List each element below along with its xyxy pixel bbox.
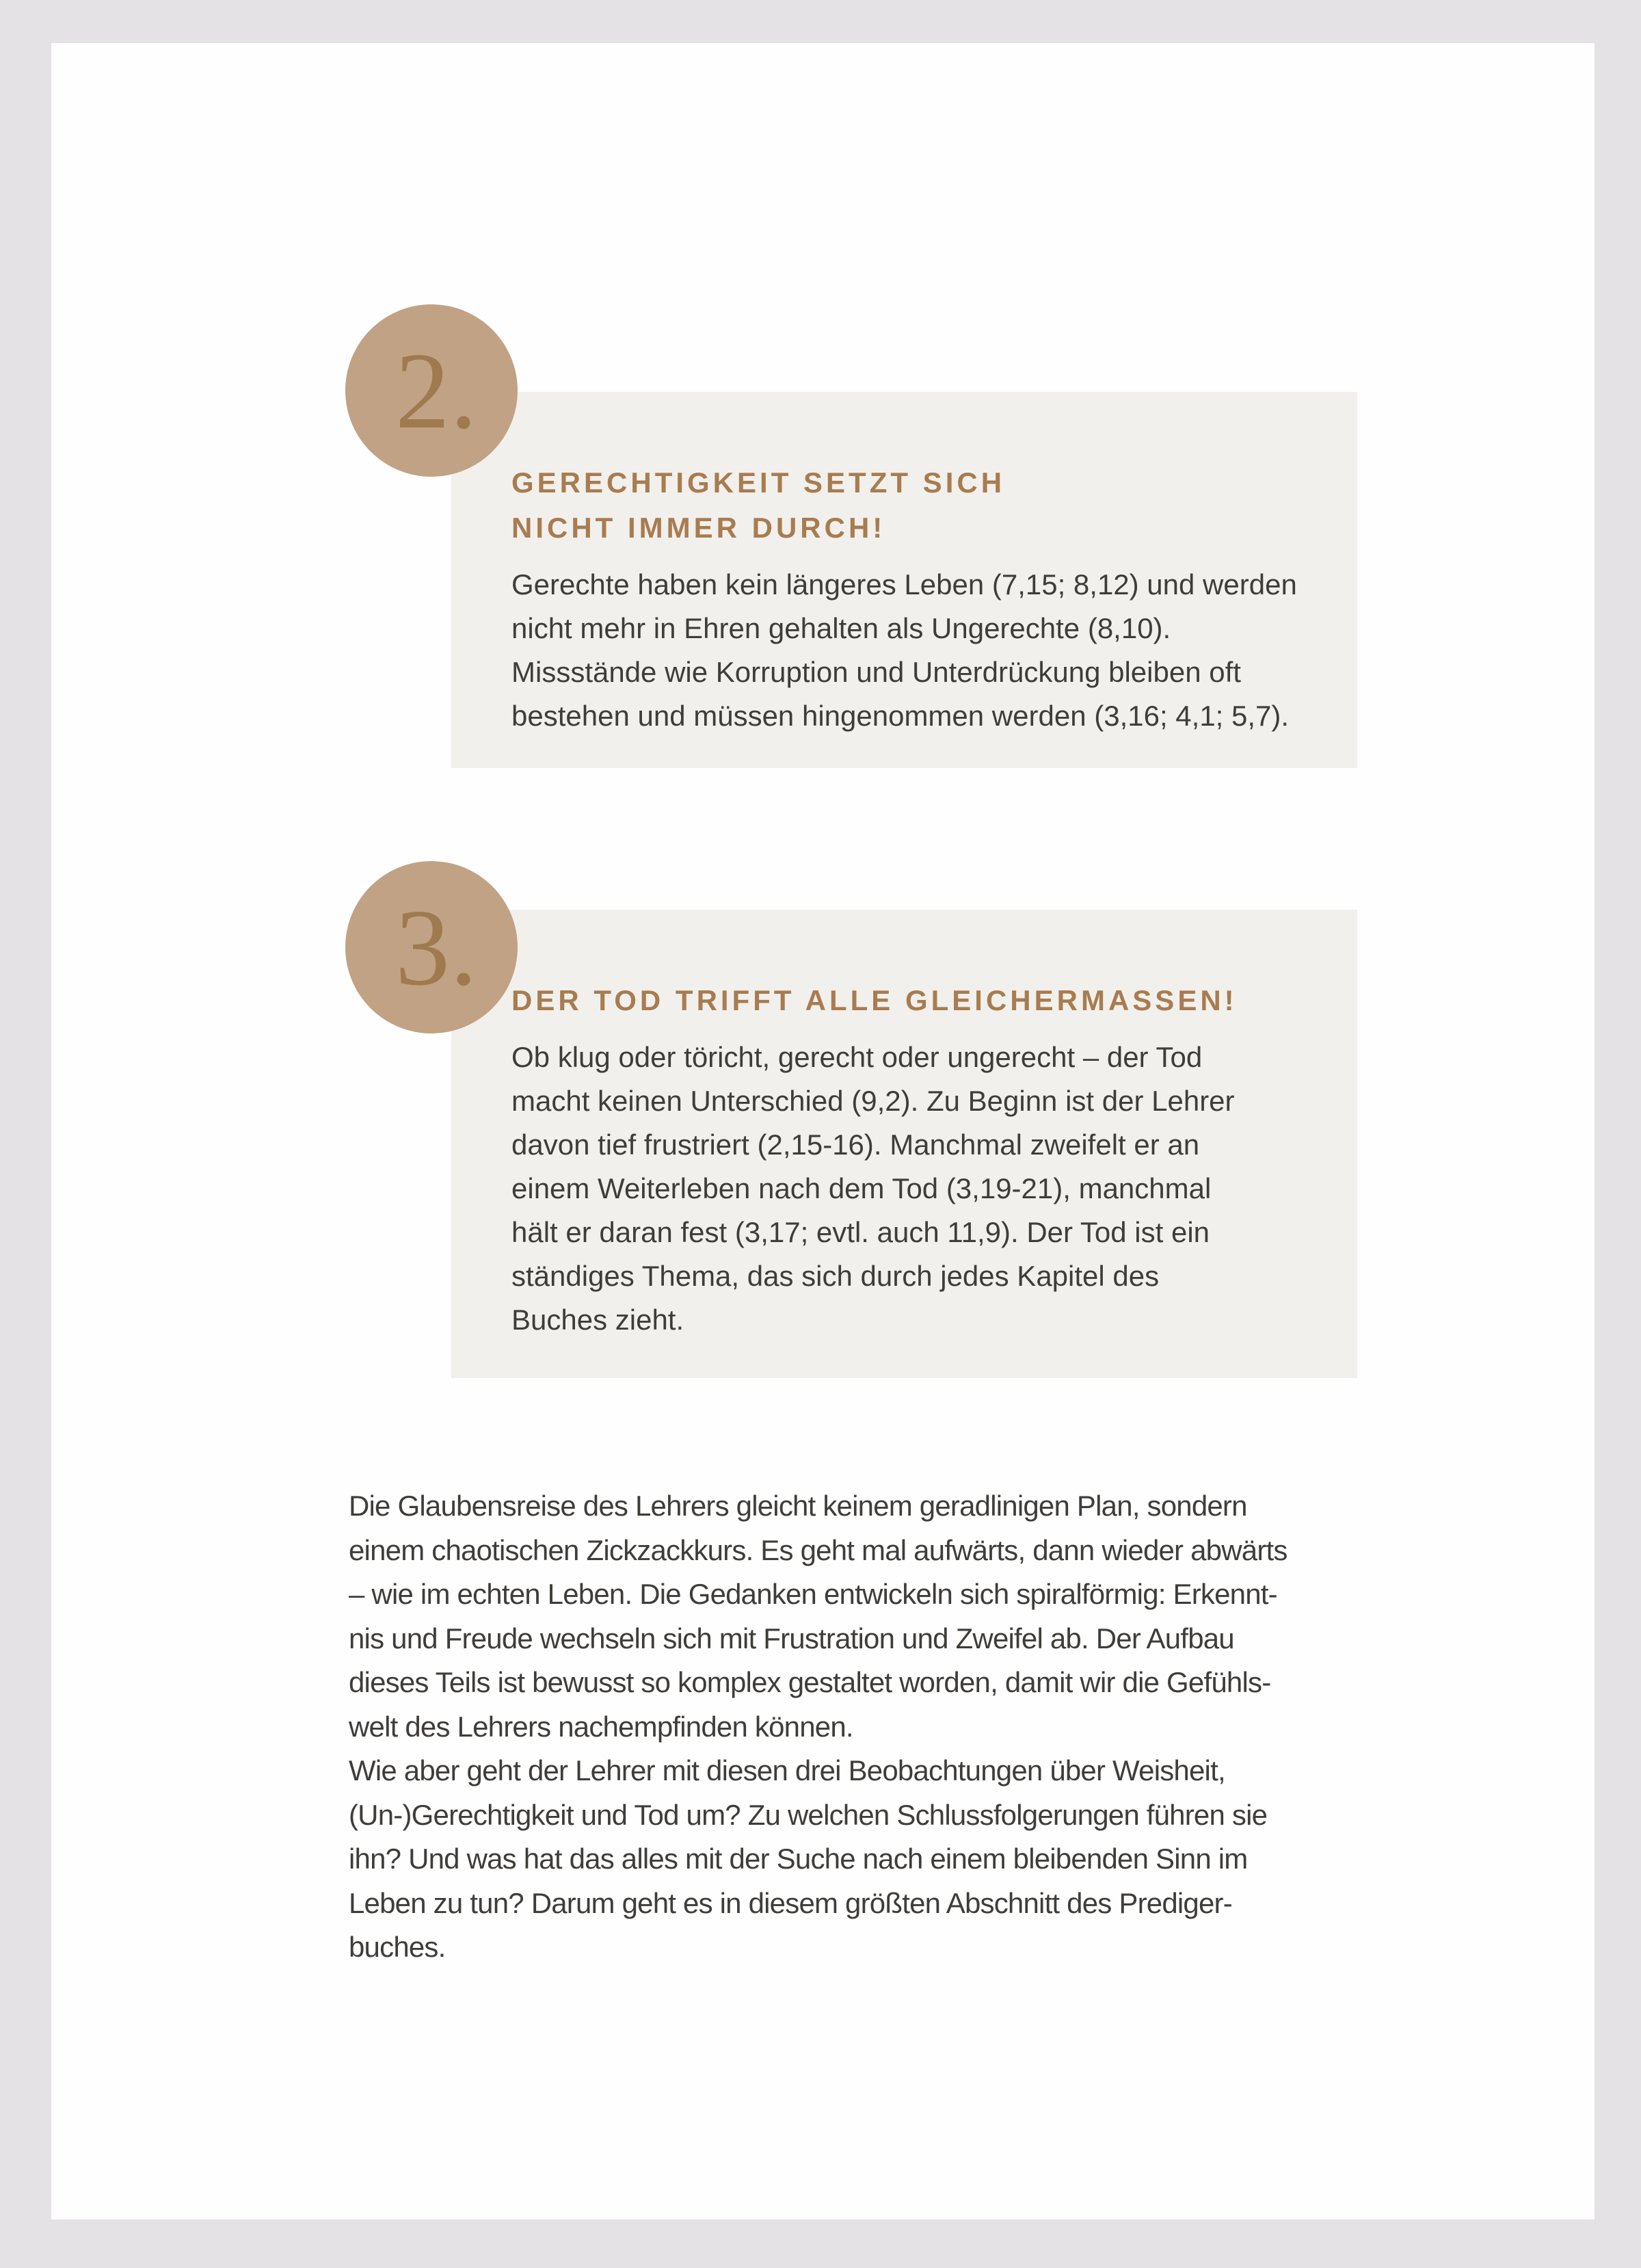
section-2-heading: GERECHTIGKEIT SETZT SICH NICHT IMMER DURCH! <box>511 466 1006 544</box>
section-3-number: 3. <box>395 886 477 1008</box>
section-3-body: Ob klug oder töricht, gerecht oder ungerecht – der Tod macht keinen Unterschied (9,2). Zu Beginn ist der Lehrer davon tief frustriert (2,15-16). Manchmal zweifelt er an einem Weiterleben nach dem Tod (3,19-21), manchmal hält er daran fest (3,17; evtl. auch 11,9). Der Tod ist ein ständiges Thema, das sich durch jedes Kapitel des Buches zieht. <box>511 1041 1235 1336</box>
section-3-box <box>451 910 1357 1378</box>
closing-paragraph-2: Wie aber geht der Lehrer mit diesen drei Beobachtungen über Weisheit, (Un-)Gerechtigkeit und Tod um? Zu welchen Schlussfolgerungen führen sie ihn? Und was hat das alles mit der Suche nach einem bleibenden Sinn im Leben zu tun? Darum geht es in diesem größten Abschnitt des Prediger- buches. <box>349 1754 1268 1963</box>
section-2-number-badge <box>345 304 518 477</box>
section-2-body: Gerechte haben kein längeres Leben (7,15; 8,12) und werden nicht mehr in Ehren gehalten als Ungerechte (8,10). Missstände wie Korruption und Unterdrückung bleiben oft bestehen und müssen hingenommen werden (3,16; 4,1; 5,7). <box>511 568 1297 732</box>
section-3-number-badge <box>345 861 518 1033</box>
section-2-box <box>451 392 1357 768</box>
section-2-number: 2. <box>395 330 477 451</box>
closing-paragraph-1: Die Glaubensreise des Lehrers gleicht keinem geradlinigen Plan, sondern einem chaotischen Zickzackkurs. Es geht mal aufwärts, dann wieder abwärts – wie im echten Leben. Die Gedanken entwickeln sich spiralförmig: Erkennt- nis und Freude wechseln sich mit Frustration und Zweifel ab. Der Aufbau dieses Teils ist bewusst so komplex gestaltet worden, damit wir die Gefühls- welt des Lehrers nachempfinden können. <box>349 1490 1288 1743</box>
page-sheet <box>51 43 1595 2219</box>
closing-text <box>349 1484 1388 1970</box>
section-3-heading: DER TOD TRIFFT ALLE GLEICHERMASSEN! <box>511 984 1238 1016</box>
